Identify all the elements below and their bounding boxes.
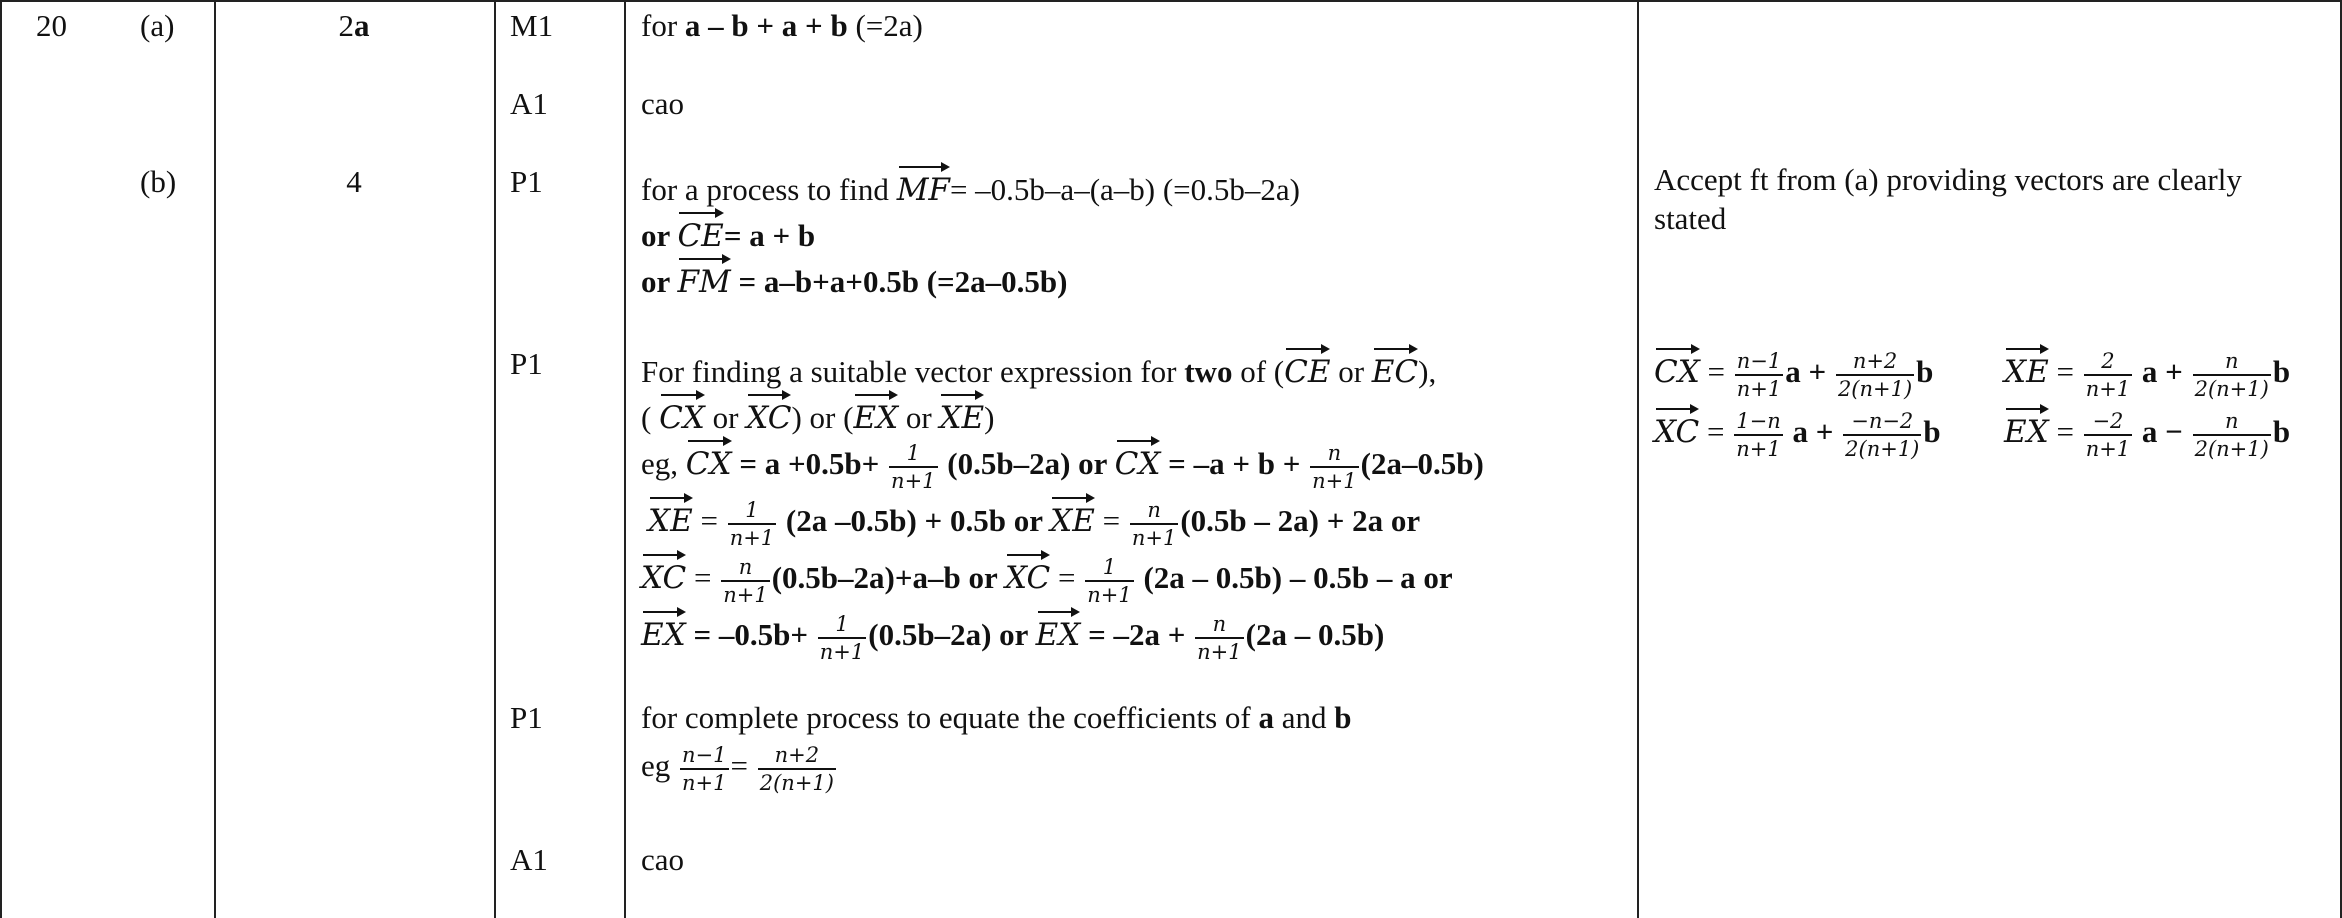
part-b-label: (b) xyxy=(140,164,177,199)
p1-second-line-4: XE = $\frac{1}{n+1}$ (2a –0.5b) + 0.5b or XE = $\frac{n}{n+1}$ (0.5b – 2a) + 2a or xyxy=(648,491,1420,551)
vector-mf: MF xyxy=(897,160,950,212)
vector-cx: CX xyxy=(659,388,705,440)
fraction-xe-a: $\frac{2}{n+1}$ xyxy=(2085,348,2131,401)
ft-note: Accept ft from (a) providing vectors are clearly stated xyxy=(1654,162,2242,236)
fraction-1-over-n-plus-1-d: $\frac{1}{n+1}$ xyxy=(819,611,865,664)
vector-ce-2: CE xyxy=(1284,342,1330,394)
vector-xc-eg-2: XC xyxy=(1005,548,1050,600)
part-b-answer: 4 xyxy=(346,164,362,199)
expr-xe: XE = $\frac{2}{n+1}$ a + $\frac{n}{2(n+1)}$ b xyxy=(2004,342,2290,402)
col-divider-4 xyxy=(1637,0,1639,918)
vector-xc: XC xyxy=(746,388,791,440)
fraction-1-over-n-plus-1: $\frac{1}{n+1}$ xyxy=(891,440,936,493)
mark-p1-third: P1 xyxy=(510,700,543,735)
vector-cx-eg-2: CX xyxy=(1115,434,1161,486)
fraction-ex-b: $\frac{n}{2(n+1)}$ xyxy=(2194,408,2269,461)
p1-third-line-2: eg $\frac{n-1}{n+1}$ = $\frac{n+2}{2(n+1)}$ xyxy=(641,743,834,795)
vector-xc-note: XC xyxy=(1654,402,1699,454)
col-divider-2 xyxy=(494,0,496,918)
col-divider-1 xyxy=(214,0,216,918)
fraction-1-over-n-plus-1-b: $\frac{1}{n+1}$ xyxy=(729,497,775,550)
expr-cx: CX = $\frac{n-1}{n+1}$ a + $\frac{n+2}{2(n+1)}$ b xyxy=(1654,342,1933,402)
vector-xe-eg: XE xyxy=(648,491,693,543)
vector-xe-note: XE xyxy=(2004,342,2049,394)
vector-ce: CE xyxy=(677,206,723,258)
mark-m1: M1 xyxy=(510,8,554,43)
fraction-xc-b: $\frac{-n-2}{2(n+1)}$ xyxy=(1845,408,1920,461)
m1-guidance: for a – b + a + b (=2a) xyxy=(641,8,923,43)
table-left-border xyxy=(0,0,2,918)
fraction-n-over-n-plus-1-c: $\frac{n}{n+1}$ xyxy=(723,554,768,607)
p1-second-line-6: EX = –0.5b+ $\frac{1}{n+1}$ (0.5b–2a) or EX = –2a + $\frac{n}{n+1}$ (2a – 0.5b) xyxy=(641,605,1384,665)
a1-cao-a: cao xyxy=(641,86,685,121)
vector-xe-eg-2: XE xyxy=(1050,491,1095,543)
p1-first-line-2: or CE= a + b xyxy=(641,206,815,258)
p1-second-line-5: XC = $\frac{n}{n+1}$ (0.5b–2a)+a–b or XC = $\frac{1}{n+1}$ (2a – 0.5b) – 0.5b – a or xyxy=(641,548,1453,608)
part-a-label: (a) xyxy=(140,8,175,43)
fraction-xe-b: $\frac{n}{2(n+1)}$ xyxy=(2194,348,2269,401)
fraction-n-over-n-plus-1-b: $\frac{n}{n+1}$ xyxy=(1131,497,1177,550)
p1-second-line-3: eg, CX = a +0.5b+ $\frac{1}{n+1}$ (0.5b–2a) or CX = –a + b + $\frac{n}{n+1}$ (2a–0.5b) xyxy=(641,434,1484,494)
fraction-n-minus-1-over-n-plus-1: $\frac{n-1}{n+1}$ xyxy=(682,743,727,795)
p1-second-line-2: ( CX or XC) or (EX or XE) xyxy=(641,388,995,440)
fraction-1-over-n-plus-1-c: $\frac{1}{n+1}$ xyxy=(1087,554,1132,607)
vector-ec: EC xyxy=(1372,342,1418,394)
expr-ex: EX = $\frac{-2}{n+1}$ a − $\frac{n}{2(n+1)}$ b xyxy=(2004,402,2290,462)
table-top-border xyxy=(0,0,2342,2)
vector-ex-eg: EX xyxy=(641,605,686,657)
col-divider-3 xyxy=(624,0,626,918)
mark-p1-second: P1 xyxy=(510,346,543,381)
p1-first-line-3: or FM = a–b+a+0.5b (=2a–0.5b) xyxy=(641,252,1068,304)
mark-a1-a: A1 xyxy=(510,86,548,121)
part-a-answer: 2a xyxy=(338,8,370,43)
p1-first-line-1: for a process to find MF= –0.5b–a–(a–b) (=0.5b–2a) xyxy=(641,160,1300,212)
mark-a1-b: A1 xyxy=(510,842,548,877)
fraction-xc-a: $\frac{1-n}{n+1}$ xyxy=(1736,408,1781,461)
expr-xc: XC = $\frac{1-n}{n+1}$ a + $\frac{-n-2}{2(n+1)}$ b xyxy=(1654,402,1941,462)
fraction-cx-a: $\frac{n-1}{n+1}$ xyxy=(1736,348,1782,401)
mark-p1-first: P1 xyxy=(510,164,543,199)
vector-xe: XE xyxy=(939,388,984,440)
p1-third-line-1: for complete process to equate the coefficients of a and b xyxy=(641,700,1352,735)
fraction-n-plus-2-over-2-n-plus-1: $\frac{n+2}{2(n+1)}$ xyxy=(759,743,834,795)
vector-ex: EX xyxy=(853,388,898,440)
vector-ex-note: EX xyxy=(2004,402,2049,454)
vector-cx-note: CX xyxy=(1654,342,1700,394)
fraction-ex-a: $\frac{-2}{n+1}$ xyxy=(2085,408,2131,461)
a1-cao-b: cao xyxy=(641,842,685,877)
vector-cx-eg: CX xyxy=(686,434,732,486)
vector-xc-eg: XC xyxy=(641,548,686,600)
question-number: 20 xyxy=(36,8,67,43)
fraction-n-over-n-plus-1: $\frac{n}{n+1}$ xyxy=(1312,440,1357,493)
fraction-cx-b: $\frac{n+2}{2(n+1)}$ xyxy=(1837,348,1913,401)
p1-second-line-1: For finding a suitable vector expression for two of (CE or EC), xyxy=(641,342,1436,394)
vector-ex-eg-2: EX xyxy=(1036,605,1081,657)
fraction-n-over-n-plus-1-d: $\frac{n}{n+1}$ xyxy=(1197,611,1242,664)
vector-fm: FM xyxy=(677,252,730,304)
